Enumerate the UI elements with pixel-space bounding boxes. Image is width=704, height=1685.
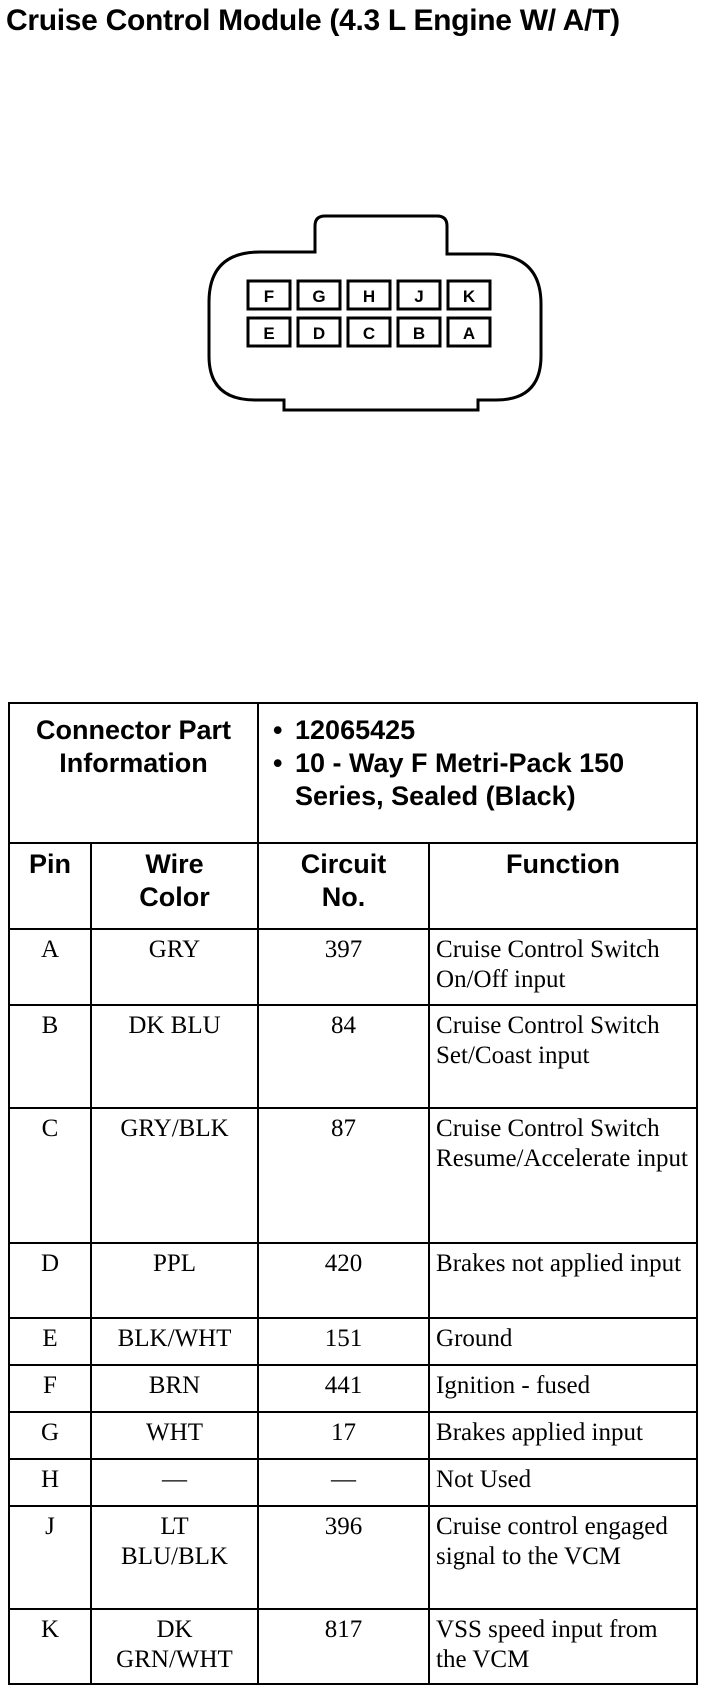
- pin-cell: J: [9, 1506, 91, 1609]
- connector-pin-j: [398, 281, 440, 309]
- circuit-cell: —: [258, 1459, 429, 1506]
- connector-pin-label: F: [263, 287, 275, 306]
- table-row: [9, 1365, 697, 1412]
- pin-cell: A: [9, 929, 91, 1005]
- column-header-function: Function: [429, 843, 697, 929]
- connector-pin-label: D: [312, 324, 326, 343]
- function-cell: Brakes applied input: [429, 1412, 697, 1459]
- column-header-row: [9, 843, 697, 929]
- pin-cell: E: [9, 1318, 91, 1365]
- function-cell: Not Used: [429, 1459, 697, 1506]
- function-cell: Ignition - fused: [429, 1365, 697, 1412]
- connector-pin-label: C: [362, 324, 376, 343]
- pin-cell: B: [9, 1005, 91, 1108]
- pin-cell: D: [9, 1243, 91, 1318]
- connector-description: • 10 - Way F Metri-Pack 150 Series, Sealed (Black): [267, 747, 688, 813]
- function-cell: Ground: [429, 1318, 697, 1365]
- table-row: [9, 1243, 697, 1318]
- connector-pin-label: E: [263, 324, 275, 343]
- connector-pin-label: K: [462, 287, 476, 306]
- connector-pin-label: B: [412, 324, 426, 343]
- connector-pin-label: J: [414, 287, 424, 306]
- connector-pin-c: [348, 318, 390, 346]
- table-row: [9, 1609, 697, 1684]
- wire-color-cell: WHT: [91, 1412, 258, 1459]
- pin-cell: H: [9, 1459, 91, 1506]
- circuit-cell: 441: [258, 1365, 429, 1412]
- function-cell: Cruise Control Switch Set/Coast input: [429, 1005, 697, 1108]
- wire-color-cell: LT BLU/BLK: [91, 1506, 258, 1609]
- table-row: [9, 1412, 697, 1459]
- function-cell: Cruise Control Switch Resume/Accelerate input: [429, 1108, 697, 1243]
- connector-housing: [209, 216, 541, 410]
- part-info-values: [258, 703, 697, 843]
- function-cell: Cruise control engaged signal to the VCM: [429, 1506, 697, 1609]
- wire-color-cell: GRY: [91, 929, 258, 1005]
- pin-cell: F: [9, 1365, 91, 1412]
- connector-pin-label: G: [312, 287, 326, 306]
- connector-pin-label: A: [462, 324, 476, 343]
- column-header-wire-color: Wire Color: [91, 843, 258, 929]
- connector-pin-b: [398, 318, 440, 346]
- circuit-cell: 84: [258, 1005, 429, 1108]
- wire-color-cell: —: [91, 1459, 258, 1506]
- circuit-cell: 87: [258, 1108, 429, 1243]
- part-info-row: [9, 703, 697, 843]
- circuit-cell: 17: [258, 1412, 429, 1459]
- table-row: [9, 1318, 697, 1365]
- table-row: [9, 1459, 697, 1506]
- circuit-cell: 397: [258, 929, 429, 1005]
- wire-color-cell: GRY/BLK: [91, 1108, 258, 1243]
- part-info-label: Connector Part Information: [9, 703, 258, 843]
- wire-color-cell: DK GRN/WHT: [91, 1609, 258, 1684]
- connector-pin-g: [298, 281, 340, 309]
- wire-color-cell: PPL: [91, 1243, 258, 1318]
- column-header-circuit: Circuit No.: [258, 843, 429, 929]
- part-number: • 12065425: [267, 714, 688, 747]
- connector-pin-a: [448, 318, 490, 346]
- wire-color-cell: BRN: [91, 1365, 258, 1412]
- page-title: Cruise Control Module (4.3 L Engine W/ A/T): [6, 4, 620, 37]
- connector-pin-d: [298, 318, 340, 346]
- connector-pin-h: [348, 281, 390, 309]
- connector-pinout-table: [8, 702, 698, 1685]
- connector-diagram: [0, 0, 704, 460]
- circuit-cell: 420: [258, 1243, 429, 1318]
- wire-color-cell: DK BLU: [91, 1005, 258, 1108]
- pin-cell: K: [9, 1609, 91, 1684]
- connector-pin-f: [248, 281, 290, 309]
- function-cell: Brakes not applied input: [429, 1243, 697, 1318]
- pin-cell: C: [9, 1108, 91, 1243]
- table-row: [9, 1005, 697, 1108]
- connector-pin-label: H: [362, 287, 376, 306]
- circuit-cell: 151: [258, 1318, 429, 1365]
- wire-color-cell: BLK/WHT: [91, 1318, 258, 1365]
- column-header-pin: Pin: [9, 843, 91, 929]
- function-cell: VSS speed input from the VCM: [429, 1609, 697, 1684]
- function-cell: Cruise Control Switch On/Off input: [429, 929, 697, 1005]
- connector-pin-k: [448, 281, 490, 309]
- pin-cell: G: [9, 1412, 91, 1459]
- table-row: [9, 1506, 697, 1609]
- connector-pin-e: [248, 318, 290, 346]
- table-row: [9, 929, 697, 1005]
- circuit-cell: 396: [258, 1506, 429, 1609]
- circuit-cell: 817: [258, 1609, 429, 1684]
- table-row: [9, 1108, 697, 1243]
